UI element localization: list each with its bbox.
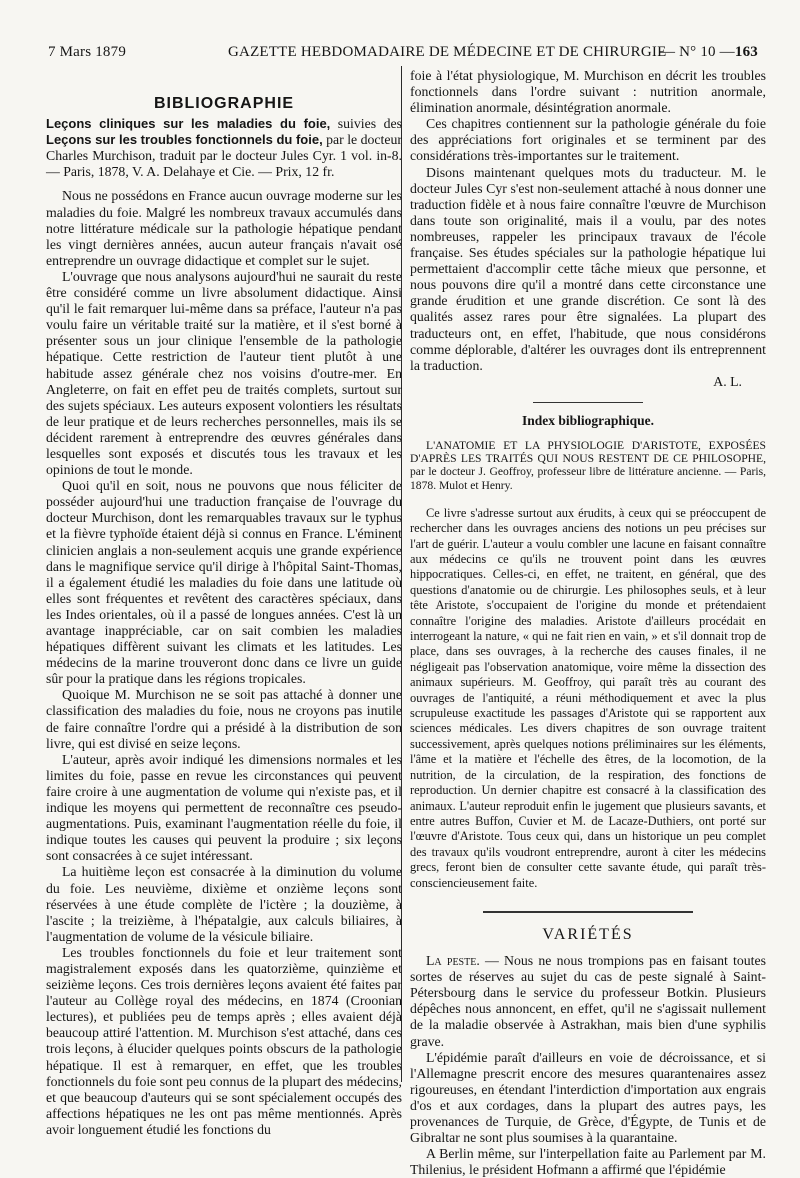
book-lede-part-1: suivies des [330, 116, 402, 132]
review-paragraph: L'auteur, après avoir indiqué les dimensions normales et les limites du foie, passe en revue les circonstances qui peuvent faire croire à une augmentation de volume qui n'existe pas, et il indique les moyens qui permettent de reconnaître ces pseudo-augmentations. Puis, examinant l'augmentation réelle du foie, il indique toutes les causes qui peuvent la produire ; six leçons sont consacrées à ce sujet intéressant. [46, 751, 402, 864]
left-column [46, 68, 402, 1137]
book-title: Leçons cliniques sur les maladies du foie, [46, 116, 331, 132]
header-issue-number: — N° 10 — [660, 44, 735, 60]
book-title-2: Leçons sur les troubles fonctionnels du foie, [46, 132, 323, 148]
review-paragraph: L'ouvrage que nous analysons aujourd'hui ne saurait du reste être considéré comme un livre absolument didactique. Ainsi qu'il le fait remarquer lui-même dans sa préface, l'auteur n'a pas voulu faire un véritable traité sur la matière, et il s'est borné à présenter sous un jour clinique l'ensemble de la pathologie hépatique. Cette restriction de l'auteur tient plutôt à une habitude assez générale chez nos voisins d'outre-mer. En Angleterre, on fait en effet peu de traités complets, surtout sur des sujets spéciaux. Les auteurs exposent volontiers les résultats de leur pratique et de leurs recherches personnelles, mais ils se décident rarement à entreprendre des œuvres générales dans lesquelles sont exposés et discutés tous les travaux et les opinions de tout le monde. [46, 268, 402, 478]
review-paragraph: Ces chapitres contiennent sur la pathologie générale du foie des appréciations fort originales et se terminent par des considérations très-importantes sur le traitement. [410, 116, 766, 164]
section-title-varietes: VARIÉTÉS [542, 925, 634, 943]
header-journal-title: GAZETTE HEBDOMADAIRE DE MÉDECINE ET DE CHIRURGIE [228, 44, 667, 60]
right-column [410, 68, 766, 1178]
peste-text: — Nous ne nous trompions pas en faisant toutes sortes de réserves au sujet du cas de peste signalé à Saint-Pétersbourg dans le service du professeur Botkin. Plusieurs dépêches nous annoncent, en effet, qu'il ne s'agissait nullement de la maladie observée à Astrakhan, mais bien d'une syphilis grave. [410, 953, 766, 1049]
review-paragraph: Nous ne possédons en France aucun ouvrage moderne sur les maladies du foie. Malgré les nombreux travaux accumulés dans notre littérature médicale sur la pathologie hépatique pendant les vingt dernières années, aucun auteur français n'avait osé entreprendre un ouvrage didactique et complet sur le sujet. [46, 188, 402, 268]
separator-rule-long [483, 911, 693, 913]
header-date: 7 Mars 1879 [48, 44, 127, 60]
review-paragraph: La huitième leçon est consacrée à la diminution du volume du foie. Les neuvième, dixième et onzième leçons sont réservées à une étude complète de l'ictère ; la douzième, à l'ascite ; la treizième, à l'hépatalgie, aux calculs biliaires, à l'augmentation de volume de la vésicule biliaire. [46, 864, 402, 944]
varietes-paragraph: L'épidémie paraît d'ailleurs en voie de décroissance, et si l'Allemagne prescrit encore des mesures quarantenaires assez rigoureuses, en étendant l'interdiction d'importation aux engrais d'os et aux cordages, dans la plupart des autres pays, les provenances de Turquie, de Grèce, d'Égypte, de Tunis et de Gibraltar ne sont plus soumises à la quarantaine. [410, 1049, 766, 1146]
review-paragraph: Les troubles fonctionnels du foie et leur traitement sont magistralement exposés dans les quatorzième, quinzième et seizième leçons. Ces trois dernières leçons avaient été faites par l'auteur au Collège royal des médecins, en 1874 (Croonian lectures), et publiées peu de temps après ; elles avaient déjà beaucoup attiré l'attention. M. Murchison s'est attaché, dans ces trois leçons, à élucider quelques points obscurs de la pathologie hépatique. Il est à remarquer, en effet, que les troubles fonctionnels du foie sont peu connus de la plupart des médecins, et que beaucoup d'auteurs qui se sont spécialement occupés des affections hépatiques ne les ont pas même mentionnés. Après avoir longuement étudié les fonctions du [46, 944, 402, 1137]
varietes-paragraph: A Berlin même, sur l'interpellation faite au Parlement par M. Thilenius, le président Hofmann a affirmé que l'épidémie [410, 1146, 766, 1178]
index-review-text: Ce livre s'adresse surtout aux érudits, à ceux qui se préoccupent de rechercher dans les ouvrages anciens des notions un peu précises sur l'art de guérir. L'auteur a voulu combler une lacune en faisant connaître aux médecins ce qu'ils ne trouvent point dans les œuvres hippocratiques. Celles-ci, en effet, ne traitent, en général, que des questions d'anatomie ou de chirurgie. Les philosophes seuls, et à leur tête Aristote, s'occupaient de l'origine du monde et prétendaient connaître l'origine des maladies. Aristote d'ailleurs procédait en interrogeant la nature, « qui ne fait rien en vain, » et s'il donnait trop de place, dans ses ouvrages, à la recherche des causes finales, il ne négligeait pas l'observation anatomique, voire même la dissection des animaux supérieurs. M. Geoffroy, qui paraît très au courant des ouvrages de l'antiquité, a réuni méthodiquement et avec la plus scrupuleuse exactitude les passages d'Aristote qui se rapportent aux sciences médicales. Les divers chapitres de son ouvrage traitent successivement, après quelques notions préliminaires sur les éléments, l'âme et la matière et l'échelle des êtres, de la locomotion, de la nutrition, de la circulation, de la respiration, des fonctions de reproduction. Un dernier chapitre est consacré à la classification des animaux. L'auteur reproduit enfin le jugement que plusieurs savants, et entre autres Buffon, Cuvier et M. de Lacaze-Duthiers, ont porté sur l'œuvre d'Aristote. Tous ceux qui, dans un historique un peu complet des travaux qu'ils voudront entreprendre, auront à citer les médecins grecs, feront bien de consulter cette savante étude, qui paraît très-consciencieusement faite. [410, 505, 766, 890]
review-paragraph: Quoi qu'il en soit, nous ne pouvons que nous féliciter de posséder aujourd'hui une traduction française de l'ouvrage du docteur Murchison, dont les remarquables travaux sur le typhus et la fièvre typhoïde étaient déjà si connus en France. L'éminent clinicien anglais a non-seulement acquis une grande expérience dans le magnifique service qu'il dirige à l'hôpital Saint-Thomas, il a également étudié les maladies du foie dans une latitude où elles sont fréquentes et revêtent des caractères spéciaux, dans les Indes orientales, où il a passé de longues années. C'est là un avantage inappréciable, car on sait combien les maladies hépatiques diffèrent suivant les climats et les latitudes. Les médecins de la marine trouveront donc dans ce livre un guide sûr pour la pratique dans les régions tropicales. [46, 478, 402, 687]
varietes-paragraph [410, 953, 766, 1050]
book-lede-part-2: par le docteur Charles Murchison, traduit par le docteur Jules Cyr. 1 vol. in-8. — Paris, 1878, V. A. Delahaye et Cie. — Prix, 12 fr. [46, 132, 402, 180]
peste-lead: La peste. [426, 953, 480, 969]
review-continuation: foie à l'état physiologique, M. Murchison en décrit les troubles fonctionnels dans l'ordre suivant : nutrition anormale, élimination anormale, désintégration anormale. [410, 68, 766, 116]
review-signature: A. L. [713, 373, 742, 389]
section-title-bibliographie: BIBLIOGRAPHIE [153, 95, 295, 112]
running-header [38, 44, 762, 66]
review-paragraph: Quoique M. Murchison ne se soit pas attaché à donner une classification des maladies du foie, nous ne croyons pas inutile de faire connaître l'ordre qui a présidé à la distribution de son livre, qui est divisé en seize leçons. [46, 687, 402, 751]
index-reference: L'ANATOMIE ET LA PHYSIOLOGIE D'ARISTOTE, EXPOSÉES D'APRÈS LES TRAITÉS QUI NOUS RESTENT DE CE PHILOSOPHE, par le docteur J. Geoffroy, professeur libre de littérature ancienne. — Paris, 1878. Mulot et Henry. [410, 438, 766, 492]
book-reference [46, 116, 402, 180]
separator-rule [533, 402, 643, 403]
review-paragraph: Disons maintenant quelques mots du traducteur. M. le docteur Jules Cyr s'est non-seulement attaché à nous donner une traduction fidèle et à nous faire connaître l'œuvre de Murchison dans toute son originalité, mais il a voulu, par des notes nombreuses, rappeler les principaux travaux de l'école française. Ses études spéciales sur la pathologie hépatique lui permettaient d'accomplir cette tâche mieux que personne, et nous pouvons dire qu'il a montré dans cette circonstance une grande érudition et une grande discrétion. Ce sont là des qualités assez rares pour être signalées. La plupart des traducteurs ont, en effet, l'habitude, que nous considérons comme déplorable, d'altérer les ouvrages dont ils entreprennent la traduction. [410, 164, 766, 373]
header-page-number: 163 [734, 44, 758, 60]
index-bibliographique-title: Index bibliographique. [521, 412, 655, 428]
